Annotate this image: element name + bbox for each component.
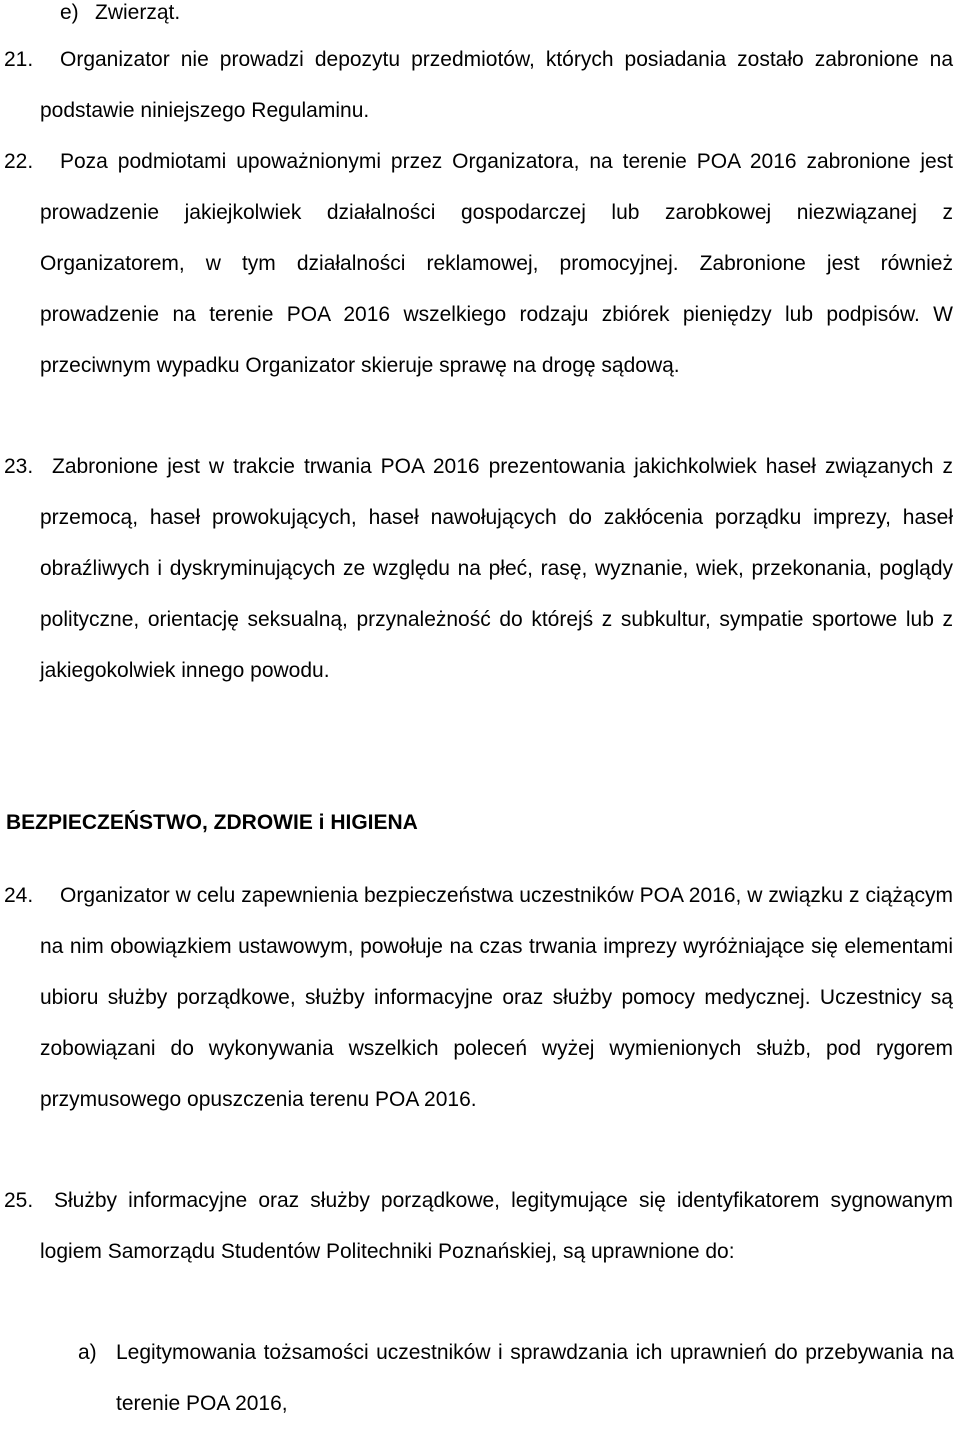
list-item-e [0,0,960,38]
paragraph-21 [0,34,960,136]
paragraph-22 [0,136,960,442]
list-item-a [0,1327,960,1429]
paragraph-text: Zabronione jest w trakcie trwania POA 2016 prezentowania jakichkolwiek haseł związanych z przemocą, haseł prowokujących, haseł nawołujących do zakłócenia porządku imprezy, haseł obraźliwych i dyskryminujących ze względu na płeć, rasę, wyznanie, wiek, przekonania, poglądy polityczne, orientację seksualną, przynależność do którejś z subkultur, sympatie sportowe lub z jakiegokolwiek innego powodu. [40,455,953,682]
paragraph-24 [0,870,960,1176]
paragraph-25 [0,1175,960,1328]
paragraph-text: Organizator nie prowadzi depozytu przedmiotów, których posiadania zostało zabronione na podstawie niniejszego Regulaminu. [40,48,953,122]
paragraph-text: Poza podmiotami upoważnionymi przez Organizatora, na terenie POA 2016 zabronione jest prowadzenie jakiejkolwiek działalności gospodarczej lub zarobkowej niezwiązanej z Organizatorem, w tym działalności reklamowej, promocyjnej. Zabronione jest również prowadzenie na terenie POA 2016 wszelkiego rodzaju zbiórek pieniędzy lub podpisów. W przeciwnym wypadku Organizator skieruje sprawę na drogę sądową. [40,150,953,377]
paragraph-text: Służby informacyjne oraz służby porządkowe, legitymujące się identyfikatorem sygnowanym logiem Samorządu Studentów Politechniki Poznańskiej, są uprawnione do: [40,1189,953,1263]
list-item-text: Legitymowania tożsamości uczestników i sprawdzania ich uprawnień do przebywania na terenie POA 2016, [116,1341,954,1415]
paragraph-23 [0,441,960,747]
paragraph-number: 22. [4,150,34,173]
paragraph-text: Organizator w celu zapewnienia bezpieczeństwa uczestników POA 2016, w związku z ciążącym na nim obowiązkiem ustawowym, powołuje na czas trwania imprezy wyróżniające się elementami ubioru służby porządkowe, służby informacyjne oraz służby pomocy medycznej. Uczestnicy są zobowiązani do wykonywania wszelkich poleceń wyżej wymienionych służb, pod rygorem przymusowego opuszczenia terenu POA 2016. [40,884,953,1111]
paragraph-number: 24. [4,884,34,907]
paragraph-number: 21. [4,48,34,71]
list-item-number: e) [60,1,79,24]
list-item-number: a) [78,1341,97,1364]
paragraph-number: 23. [4,455,34,478]
paragraph-number: 25. [4,1189,34,1212]
list-item-text: Zwierząt. [95,1,181,24]
section-heading: BEZPIECZEŃSTWO, ZDROWIE i HIGIENA [6,811,418,834]
